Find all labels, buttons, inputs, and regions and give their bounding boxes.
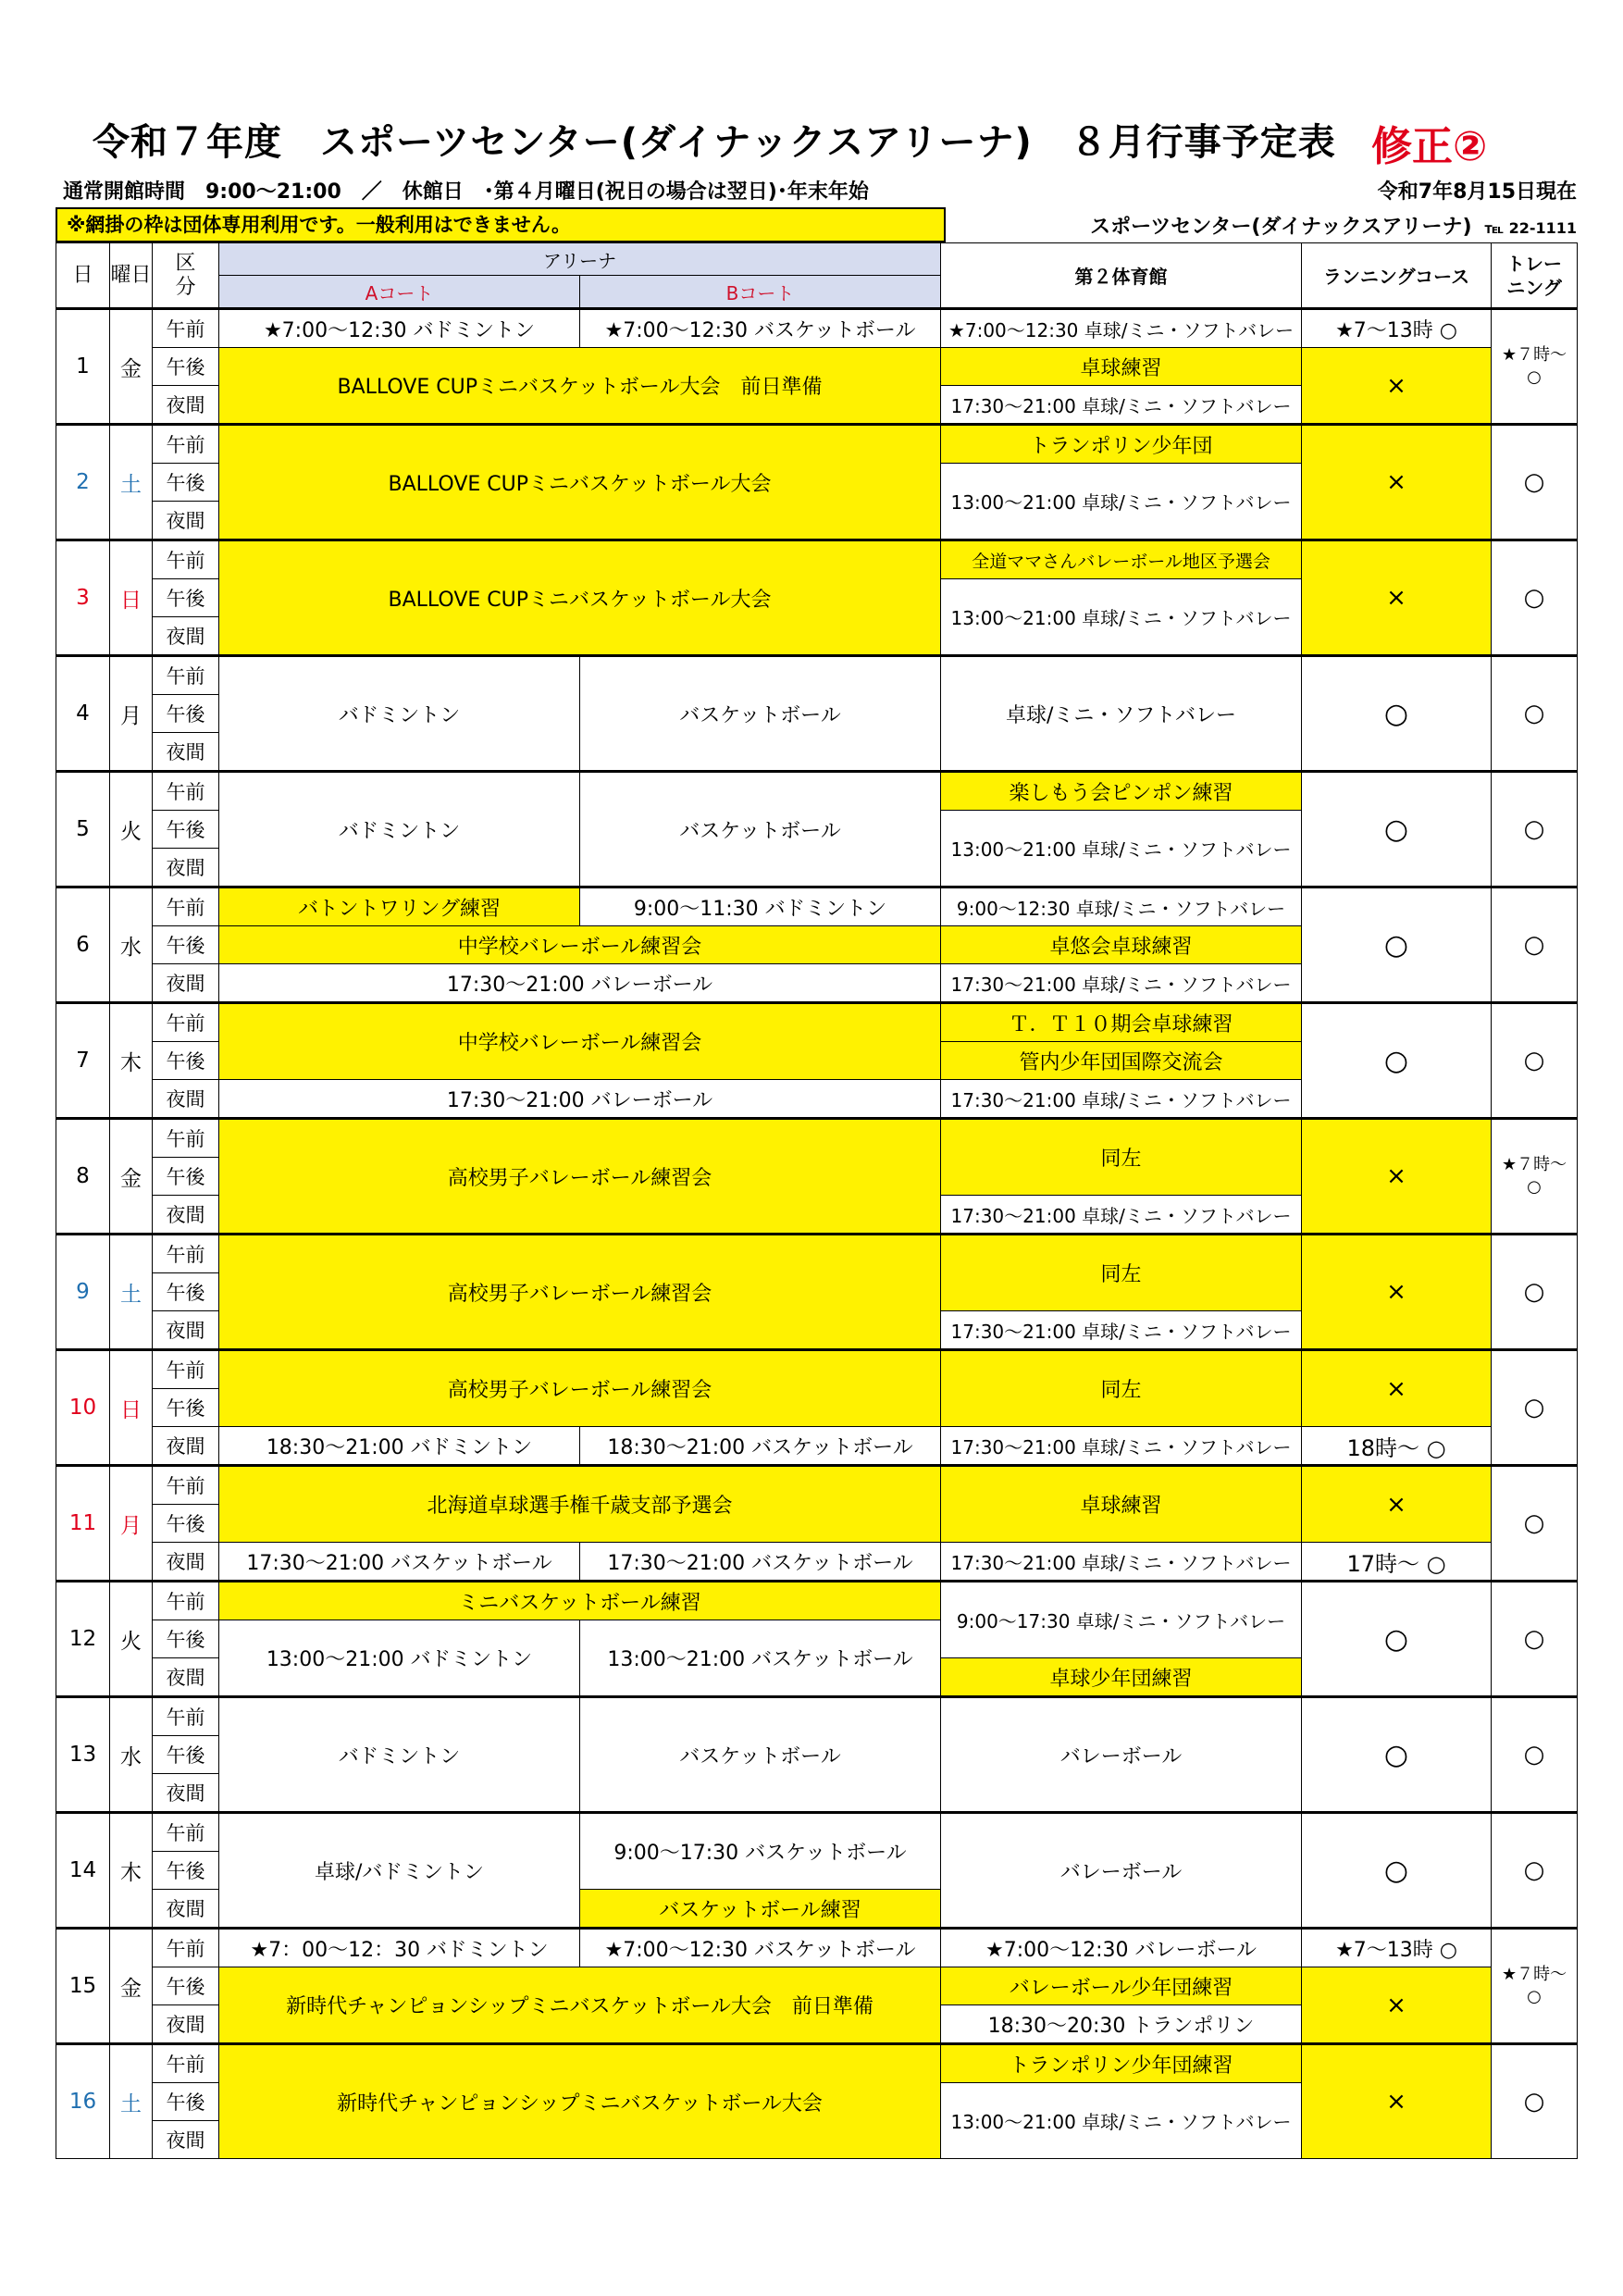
day-number: 11 [56,1466,110,1582]
day-16-gym2-am: トランポリン少年団練習 [941,2044,1302,2083]
day-6-arena-pm: 中学校バレーボール練習会 [219,926,941,964]
day-1-am [56,309,1578,348]
day-12-gym2-night: 卓球少年団練習 [941,1658,1302,1697]
weekday: 月 [110,656,153,772]
day-5-training: ○ [1492,772,1578,887]
day-12-running: ○ [1302,1582,1492,1697]
group-use-notice: ※網掛の枠は団体専用利用です。一般利用はできません。 [56,207,946,242]
period-pm: 午後 [153,2083,219,2121]
day-3-am [56,540,1578,579]
period-am: 午前 [153,1697,219,1736]
notice-row [56,207,1577,242]
day-14-court-a: 卓球/バドミントン [219,1813,580,1929]
day-11-b-night: 17:30～21:00 バスケットボール [580,1543,941,1582]
day-number: 4 [56,656,110,772]
day-14-b-night: バスケットボール練習 [580,1890,941,1929]
day-7-am [56,1003,1578,1042]
day-6-training: ○ [1492,887,1578,1003]
period-pm: 午後 [153,348,219,386]
day-11-gym2-day: 卓球練習 [941,1466,1302,1543]
day-11-training: ○ [1492,1466,1578,1582]
weekday: 木 [110,1003,153,1119]
day-16-running: × [1302,2044,1492,2159]
day-3-training: ○ [1492,540,1578,656]
day-15-pm [56,1967,1578,2005]
period-night: 夜間 [153,1311,219,1350]
period-night: 夜間 [153,2005,219,2044]
period-pm: 午後 [153,1158,219,1196]
weekday: 水 [110,887,153,1003]
col-weekday-header: 曜日 [110,243,153,309]
day-7-running: ○ [1302,1003,1492,1119]
day-5-court-b: バスケットボール [580,772,941,887]
day-4-training: ○ [1492,656,1578,772]
period-night: 夜間 [153,1774,219,1813]
day-7-gym2-night: 17:30～21:00 卓球/ミニ・ソフトバレー [941,1080,1302,1119]
day-10-running-day: × [1302,1350,1492,1427]
day-11-running-night: 17時～ ○ [1302,1543,1492,1582]
period-night: 夜間 [153,2121,219,2159]
period-night: 夜間 [153,1658,219,1697]
day-6-am [56,887,1578,926]
day-number: 16 [56,2044,110,2159]
day-8-gym2-day: 同左 [941,1119,1302,1196]
day-7-gym2-pm: 管内少年団国際交流会 [941,1042,1302,1080]
day-16-gym2-rest: 13:00～21:00 卓球/ミニ・ソフトバレー [941,2083,1302,2159]
day-13-am [56,1697,1578,1736]
day-6-gym2-night: 17:30～21:00 卓球/ミニ・ソフトバレー [941,964,1302,1003]
day-9-am [56,1235,1578,1273]
period-pm: 午後 [153,1736,219,1774]
weekday: 月 [110,1466,153,1582]
day-number: 3 [56,540,110,656]
day-3-arena: BALLOVE CUPミニバスケットボール大会 [219,540,941,656]
col-court-a-header: Aコート [219,276,580,309]
day-1-training: ★７時～○ [1492,309,1578,425]
day-10-b-night: 18:30～21:00 バスケットボール [580,1427,941,1466]
day-6-gym2-am: 9:00～12:30 卓球/ミニ・ソフトバレー [941,887,1302,926]
period-pm: 午後 [153,1852,219,1890]
period-am: 午前 [153,2044,219,2083]
col-gym2-header: 第２体育館 [941,243,1302,309]
period-am: 午前 [153,1929,219,1967]
day-8-training: ★７時～○ [1492,1119,1578,1235]
period-am: 午前 [153,309,219,348]
period-night: 夜間 [153,849,219,887]
day-5-court-a: バドミントン [219,772,580,887]
period-night: 夜間 [153,1080,219,1119]
revision-label: 修正② [1371,123,1488,170]
day-6-b-am: 9:00～11:30 バドミントン [580,887,941,926]
day-13-running: ○ [1302,1697,1492,1813]
day-8-am [56,1119,1578,1158]
schedule-table [56,242,1578,2159]
day-11-running-day: × [1302,1466,1492,1543]
day-number: 14 [56,1813,110,1929]
day-number: 15 [56,1929,110,2044]
day-9-training: ○ [1492,1235,1578,1350]
weekday: 火 [110,772,153,887]
period-pm: 午後 [153,695,219,733]
period-pm: 午後 [153,1620,219,1658]
day-12-gym2-day: 9:00～17:30 卓球/ミニ・ソフトバレー [941,1582,1302,1658]
day-number: 13 [56,1697,110,1813]
day-12-training: ○ [1492,1582,1578,1697]
day-number: 2 [56,425,110,540]
day-8-gym2-night: 17:30～21:00 卓球/ミニ・ソフトバレー [941,1196,1302,1235]
period-pm: 午後 [153,926,219,964]
day-12-arena-am: ミニバスケットボール練習 [219,1582,941,1620]
day-15-running-am: ★7～13時 ○ [1302,1929,1492,1967]
period-am: 午前 [153,1582,219,1620]
period-night: 夜間 [153,502,219,540]
day-7-arena-day: 中学校バレーボール練習会 [219,1003,941,1080]
opening-hours: 通常開館時間 9:00～21:00 ／ 休館日 ･第４月曜日(祝日の場合は翌日)･年末年始 [63,180,869,204]
day-4-am [56,656,1578,695]
period-am: 午前 [153,1003,219,1042]
day-15-gym2-am: ★7:00～12:30 バレーボール [941,1929,1302,1967]
weekday: 金 [110,309,153,425]
day-14-am [56,1813,1578,1852]
day-11-night [56,1543,1578,1582]
period-pm: 午後 [153,1967,219,2005]
day-11-arena-day: 北海道卓球選手権千歳支部予選会 [219,1466,941,1543]
day-number: 1 [56,309,110,425]
day-3-running: × [1302,540,1492,656]
day-7-arena-night: 17:30～21:00 バレーボール [219,1080,941,1119]
weekday: 土 [110,2044,153,2159]
day-1-arena-pm: BALLOVE CUPミニバスケットボール大会 前日準備 [219,348,941,425]
weekday: 金 [110,1119,153,1235]
day-10-a-night: 18:30～21:00 バドミントン [219,1427,580,1466]
day-9-gym2-night: 17:30～21:00 卓球/ミニ・ソフトバレー [941,1311,1302,1350]
day-15-arena-rest: 新時代チャンピョンシップミニバスケットボール大会 前日準備 [219,1967,941,2044]
day-number: 9 [56,1235,110,1350]
period-night: 夜間 [153,1196,219,1235]
facility-name: スポーツセンター(ダイナックスアリーナ) [1090,216,1472,239]
day-1-b-am: ★7:00～12:30 バスケットボール [580,309,941,348]
day-15-running-rest: × [1302,1967,1492,2044]
period-night: 夜間 [153,1427,219,1466]
day-10-gym2-night: 17:30～21:00 卓球/ミニ・ソフトバレー [941,1427,1302,1466]
weekday: 日 [110,1350,153,1466]
col-day-header: 日 [56,243,110,309]
day-7-training: ○ [1492,1003,1578,1119]
day-16-am [56,2044,1578,2083]
info-row [63,176,1577,205]
period-am: 午前 [153,1466,219,1505]
day-2-arena: BALLOVE CUPミニバスケットボール大会 [219,425,941,540]
day-9-running: × [1302,1235,1492,1350]
day-1-running-am: ★7～13時 ○ [1302,309,1492,348]
period-am: 午前 [153,1235,219,1273]
day-1-a-am: ★7:00～12:30 バドミントン [219,309,580,348]
period-pm: 午後 [153,464,219,502]
day-10-gym2-day: 同左 [941,1350,1302,1427]
day-10-arena-day: 高校男子バレーボール練習会 [219,1350,941,1427]
day-4-gym2: 卓球/ミニ・ソフトバレー [941,656,1302,772]
day-5-gym2-am: 楽しもう会ピンポン練習 [941,772,1302,811]
day-4-court-a: バドミントン [219,656,580,772]
day-12-a-rest: 13:00～21:00 バドミントン [219,1620,580,1697]
day-15-a-am: ★7：00～12：30 バドミントン [219,1929,580,1967]
day-4-court-b: バスケットボール [580,656,941,772]
weekday: 火 [110,1582,153,1697]
period-am: 午前 [153,1813,219,1852]
period-pm: 午後 [153,1042,219,1080]
day-14-b-day: 9:00～17:30 バスケットボール [580,1813,941,1890]
day-12-am [56,1582,1578,1620]
day-5-gym2-rest: 13:00～21:00 卓球/ミニ・ソフトバレー [941,811,1302,887]
weekday: 金 [110,1929,153,2044]
day-number: 5 [56,772,110,887]
day-15-gym2-night: 18:30～20:30 トランポリン [941,2005,1302,2044]
day-8-running: × [1302,1119,1492,1235]
day-2-gym2-am: トランポリン少年団 [941,425,1302,464]
day-2-am [56,425,1578,464]
day-1-gym2-am: ★7:00～12:30 卓球/ミニ・ソフトバレー [941,309,1302,348]
period-am: 午前 [153,656,219,695]
day-16-arena: 新時代チャンピョンシップミニバスケットボール大会 [219,2044,941,2159]
day-14-gym2: バレーボール [941,1813,1302,1929]
day-15-am [56,1929,1578,1967]
col-arena-header: アリーナ [219,243,941,276]
day-9-arena: 高校男子バレーボール練習会 [219,1235,941,1350]
header-row-1 [56,243,1578,276]
day-13-court-a: バドミントン [219,1697,580,1813]
day-10-running-night: 18時～ ○ [1302,1427,1492,1466]
day-15-training: ★７時～○ [1492,1929,1578,2044]
day-10-am [56,1350,1578,1389]
period-am: 午前 [153,425,219,464]
weekday: 土 [110,425,153,540]
period-am: 午前 [153,540,219,579]
period-night: 夜間 [153,1543,219,1582]
day-2-training: ○ [1492,425,1578,540]
day-5-running: ○ [1302,772,1492,887]
col-running-header: ランニングコース [1302,243,1492,309]
day-6-running: ○ [1302,887,1492,1003]
day-13-training: ○ [1492,1697,1578,1813]
day-2-running: × [1302,425,1492,540]
period-pm: 午後 [153,1389,219,1427]
col-training-header: トレーニング [1492,243,1578,309]
period-am: 午前 [153,1350,219,1389]
day-5-am [56,772,1578,811]
day-14-running: ○ [1302,1813,1492,1929]
weekday: 土 [110,1235,153,1350]
day-number: 6 [56,887,110,1003]
col-court-b-header: Bコート [580,276,941,309]
weekday: 木 [110,1813,153,1929]
period-night: 夜間 [153,386,219,425]
phone-number: ℡ 22-1111 [1484,219,1577,237]
period-night: 夜間 [153,964,219,1003]
contact-info [1090,211,1577,240]
day-10-training: ○ [1492,1350,1578,1466]
day-6-arena-night: 17:30～21:00 バレーボール [219,964,941,1003]
period-pm: 午後 [153,1505,219,1543]
day-8-arena: 高校男子バレーボール練習会 [219,1119,941,1235]
day-7-gym2-am: Ｔ．Ｔ１０期会卓球練習 [941,1003,1302,1042]
day-13-court-b: バスケットボール [580,1697,941,1813]
day-3-gym2-am: 全道ママさんバレーボール地区予選会 [941,540,1302,579]
period-pm: 午後 [153,1273,219,1311]
period-pm: 午後 [153,811,219,849]
period-am: 午前 [153,887,219,926]
day-6-gym2-pm: 卓悠会卓球練習 [941,926,1302,964]
day-number: 12 [56,1582,110,1697]
day-1-gym2-night: 17:30～21:00 卓球/ミニ・ソフトバレー [941,386,1302,425]
day-12-b-rest: 13:00～21:00 バスケットボール [580,1620,941,1697]
day-number: 10 [56,1350,110,1466]
day-4-running: ○ [1302,656,1492,772]
day-number: 8 [56,1119,110,1235]
period-am: 午前 [153,1119,219,1158]
as-of-date: 令和7年8月15日現在 [1377,180,1577,204]
day-11-am [56,1466,1578,1505]
day-10-night [56,1427,1578,1466]
page-title: 令和７年度 スポーツセンター(ダイナックスアリーナ) ８月行事予定表 [93,121,1336,164]
day-15-gym2-pm: バレーボール少年団練習 [941,1967,1302,2005]
period-night: 夜間 [153,733,219,772]
period-am: 午前 [153,772,219,811]
day-number: 7 [56,1003,110,1119]
day-1-running-pm: × [1302,348,1492,425]
period-night: 夜間 [153,1890,219,1929]
period-pm: 午後 [153,579,219,617]
col-division-header: 区分 [153,243,219,309]
day-16-training: ○ [1492,2044,1578,2159]
day-1-pm [56,348,1578,386]
day-13-gym2: バレーボール [941,1697,1302,1813]
day-11-gym2-night: 17:30～21:00 卓球/ミニ・ソフトバレー [941,1543,1302,1582]
day-6-a-am: バトントワリング練習 [219,887,580,926]
weekday: 水 [110,1697,153,1813]
day-9-gym2-day: 同左 [941,1235,1302,1311]
period-night: 夜間 [153,617,219,656]
day-14-training: ○ [1492,1813,1578,1929]
day-15-b-am: ★7:00～12:30 バスケットボール [580,1929,941,1967]
day-11-a-night: 17:30～21:00 バスケットボール [219,1543,580,1582]
day-2-gym2-rest: 13:00～21:00 卓球/ミニ・ソフトバレー [941,464,1302,540]
weekday: 日 [110,540,153,656]
day-1-gym2-pm: 卓球練習 [941,348,1302,386]
day-3-gym2-rest: 13:00～21:00 卓球/ミニ・ソフトバレー [941,579,1302,656]
title-row [93,113,1573,178]
